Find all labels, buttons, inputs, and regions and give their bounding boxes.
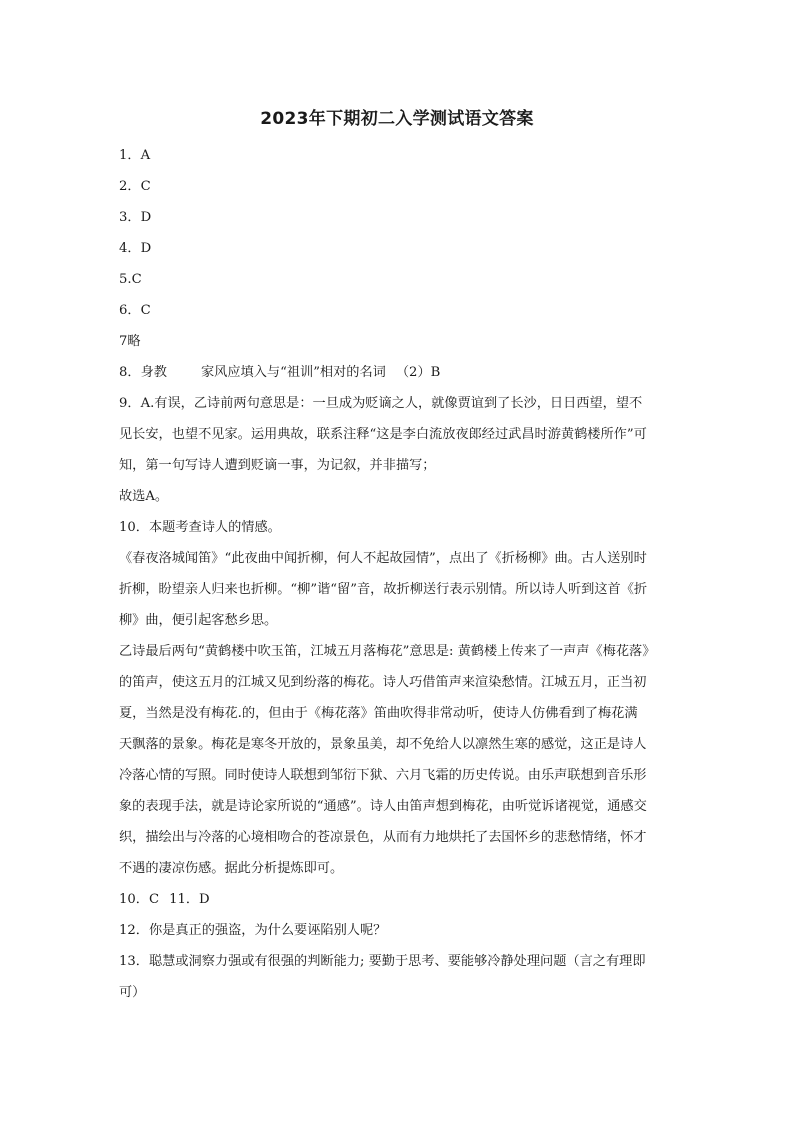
answer-line-q10-11 bbox=[119, 884, 679, 915]
answer-line: 知，第一句写诗人遭到贬谪一事，为记叙，并非描写； bbox=[119, 458, 436, 473]
q11-answer: 11．D bbox=[169, 892, 210, 907]
answer-line: 4．D bbox=[119, 241, 152, 256]
answer-line: 2．C bbox=[119, 179, 151, 194]
answer-line: 象的表现手法，就是诗论家所说的“通感”。诗人由笛声想到梅花，由听觉诉诸视觉，通感交 bbox=[119, 799, 647, 814]
answer-line: 13．聪慧或洞察力强或有很强的判断能力; 要勤于思考、要能够冷静处理问题（言之有理即 bbox=[119, 954, 646, 969]
answer-line: 5.C bbox=[119, 272, 142, 287]
answer-line: 故选A。 bbox=[119, 489, 169, 504]
q8-sub-answer: （2）B bbox=[395, 365, 441, 380]
answer-line: 见长安，也望不见家。运用典故，联系注释“这是李白流放夜郎经过武昌时游黄鹤楼所作”可 bbox=[119, 427, 647, 442]
answer-line: 9．A.有误，乙诗前两句意思是：一旦成为贬谪之人，就像贾谊到了长沙，日日西望，望不 bbox=[119, 396, 643, 411]
answer-line: 折柳，盼望亲人归来也折柳。“柳”谐“留”音，故折柳送行表示别情。所以诗人听到这首《折 bbox=[119, 582, 648, 597]
q8-answer: 8．身教 bbox=[119, 365, 167, 380]
answer-line: 3．D bbox=[119, 210, 152, 225]
answer-line: 7略 bbox=[119, 334, 141, 349]
page-title: 2023年下期初二入学测试语文答案 bbox=[260, 109, 534, 129]
q8-explanation: 家风应填入与“祖训”相对的名词 bbox=[200, 365, 386, 380]
answer-line: 乙诗最后两句“黄鹤楼中吹玉笛，江城五月落梅花”意思是: 黄鹤楼上传来了一声声《梅花落》 bbox=[119, 644, 656, 659]
answer-line-q8 bbox=[119, 357, 679, 388]
answer-line: 《春夜洛城闻笛》“此夜曲中闻折柳，何人不起故园情”，点出了《折杨柳》曲。古人送别时 bbox=[119, 551, 647, 566]
q10-answer: 10．C bbox=[119, 892, 160, 907]
answer-line: 柳》曲，便引起客愁乡思。 bbox=[119, 613, 278, 628]
answer-line: 10．本题考查诗人的情感。 bbox=[119, 520, 281, 535]
answer-line: 织，描绘出与冷落的心境相吻合的苍凉景色，从而有力地烘托了去国怀乡的悲愁情绪，怀才 bbox=[119, 830, 647, 845]
answer-body bbox=[119, 140, 679, 1008]
answer-line: 天飘落的景象。梅花是寒冬开放的，景象虽美，却不免给人以凛然生寒的感觉，这正是诗人 bbox=[119, 737, 647, 752]
answer-line: 12．你是真正的强盗，为什么要诬陷别人呢？ bbox=[119, 923, 387, 938]
answer-line: 的笛声，使这五月的江城又见到纷落的梅花。诗人巧借笛声来渲染愁情。江城五月，正当初 bbox=[119, 675, 647, 690]
answer-line: 不遇的凄凉伤感。据此分析提炼即可。 bbox=[119, 861, 344, 876]
answer-line: 夏，当然是没有梅花.的，但由于《梅花落》笛曲吹得非常动听，使诗人仿佛看到了梅花满 bbox=[119, 706, 638, 721]
answer-line: 可） bbox=[119, 985, 146, 1000]
answer-line: 冷落心情的写照。同时使诗人联想到邹衍下狱、六月飞霜的历史传说。由乐声联想到音乐形 bbox=[119, 768, 647, 783]
answer-line: 6．C bbox=[119, 303, 151, 318]
answer-line: 1．A bbox=[119, 148, 151, 163]
